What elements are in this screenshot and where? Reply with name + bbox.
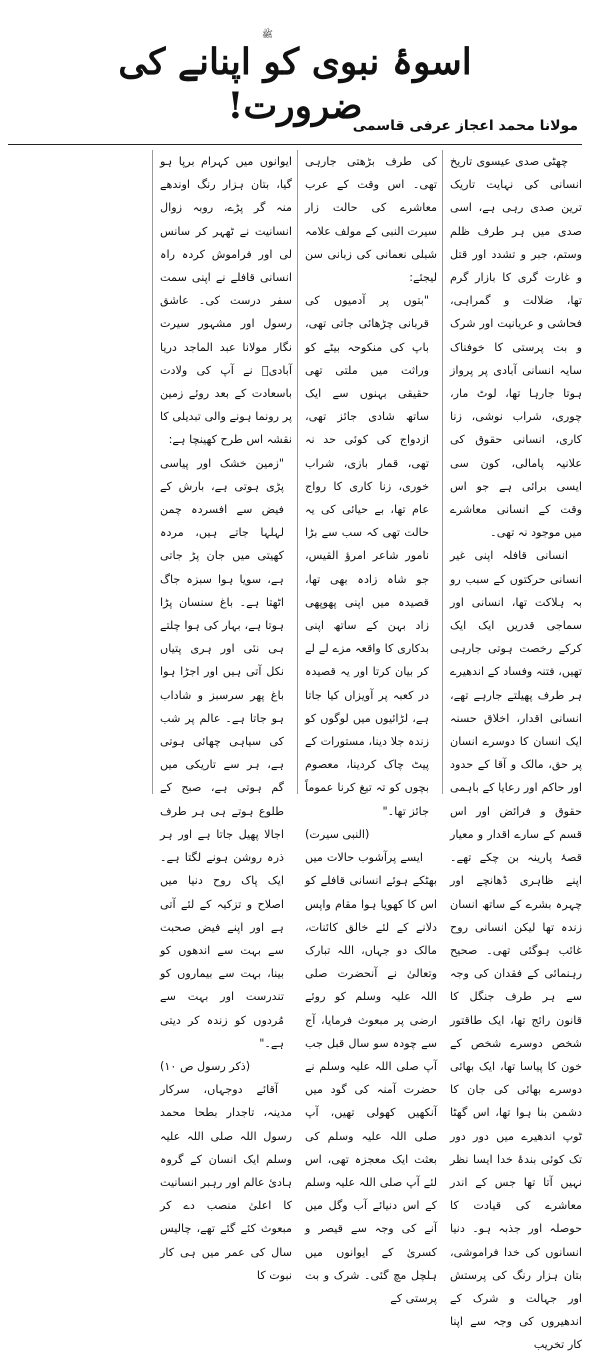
honorific-calligraphy: ﷺ bbox=[262, 30, 273, 40]
column-divider bbox=[442, 150, 443, 794]
column-4-blank bbox=[10, 150, 147, 794]
column-3-paragraph-2: آقائے دوجہاں، سرکار مدینہ، تاجدار بطحا محمد رسول اللہ صلی اللہ علیہ وسلم ایک انسان کے گروہ ہادیٔ عالم اور رہبر انسانیت کا اعلیٰ منصب دے کر مبعوث کئے گئے تھے، چالیس سال کی عمر میں ہی کار نبوت کا bbox=[160, 1083, 292, 1282]
column-3 bbox=[160, 150, 292, 1282]
column-2-paragraph-2: ایسے پرآشوب حالات میں بھٹکے ہوئے انسانی قافلے کو اس کا کھویا ہوا مقام واپس دلانے کے لئے خالق کائنات، مالک دو جہاں، اللہ تبارک وتعالیٰ نے آنحضرت صلی اللہ علیہ وسلم کو روئے ارضی پر مبعوث فرمایا، آج سے چودہ سو سال قبل جب آپ صلی اللہ علیہ وسلم نے حضرت آمنہ کی گود میں آنکھیں کھولی تھیں، آپ صلی اللہ علیہ وسلم کی بعثت ایک معجزہ تھی، اس لئے آپ صلی اللہ علیہ وسلم کے اس دنیائے آب وگل میں آنے کی وجہ سے قیصر و کسریٰ کے ایوانوں میں ہلچل مچ گئی۔ شرک و بت پرستی کے bbox=[305, 851, 437, 1305]
column-1-paragraph-1: چھٹی صدی عیسوی تاریخ انسانی کی نہایت تاریک ترین صدی رہی ہے، اسی صدی میں ہر طرف ظلم وستم، جبر و تشدد اور قتل و غارت گری کا بازار گرم تھا، ضلالت و گمراہی، فحاشی و عریانیت اور شرک و بت پرستی کا خوفناک سایہ انسانی آبادی پر پرواز ہوتا جارہا تھا، لوٹ مار، چوری، شراب نوشی، زنا کاری، انسانی حقوق کی علانیہ پامالی، کون سی ایسی برائی ہے جو اس وقت کے انسانی معاشرے میں موجود نہ تھی۔ bbox=[450, 155, 582, 540]
daryabadi-quote-citation: (ذکر رسول ص ۱۰) bbox=[160, 1059, 251, 1073]
article-columns bbox=[8, 150, 582, 1352]
column-divider bbox=[297, 150, 298, 794]
byline: مولانا محمد اعجاز عرفی قاسمی bbox=[352, 118, 578, 134]
shibli-quote: "بتوں پر آدمیوں کی قربانی چڑھائی جاتی تھی، باپ کی منکوحہ بیٹے کو وراثت میں ملتی تھی حقیقی بہنوں سے ایک ساتھ شادی جائز تھی، ازدواج کی کوئی حد نہ تھی، قمار بازی، شراب خوری، زنا کاری کا رواج عام تھا، بے حیائی کی یہ حالت تھی کہ سب سے بڑا نامور شاعر امرؤ القیس، جو شاہ زادہ بھی تھا، قصیدہ میں اپنی پھوپھی زاد بہن کے ساتھ اپنی بدکاری کا واقعہ مزے لے لے کر بیان کرتا اور یہ قصیدہ در کعبہ پر آویزاں کیا جاتا ہے، لڑائیوں میں لوگوں کو زندہ جلا دینا، مستورات کے پیٹ چاک کردینا، معصوم بچوں کو تہ تیغ کرنا عموماً جائز تھا۔" bbox=[305, 294, 429, 818]
column-3-paragraph-1: ایوانوں میں کہرام برپا ہو گیا، بتان ہزار رنگ اوندھے منہ گر پڑے، روبہ زوال انسانیت نے ٹھہر کر سانس لی اور فراموش کردہ راہ انسانی قافلے نے اپنی سمت سفر درست کی۔ عاشق رسول اور مشہور سیرت نگار مولانا عبد الماجد دریا آبادیؒ نے آپ کی ولادت باسعادت کے بعد روئے زمین پر رونما ہونے والی تبدیلی کا نقشہ اس طرح کھینچا ہے: bbox=[160, 155, 292, 447]
column-2-paragraph-1: کی طرف بڑھتی جارہی تھی۔ اس وقت کے عرب معاشرے کی حالت زار سیرت النبی کے مولف علامہ شبلی نعمانی کی زبانی سن لیجئے: bbox=[305, 155, 437, 285]
headline: اسوۂ نبوی کو اپنانے کی ضرورت! bbox=[118, 41, 472, 127]
column-2 bbox=[305, 150, 437, 1305]
column-1 bbox=[450, 150, 582, 1352]
shibli-quote-citation: (النبی سیرت) bbox=[305, 827, 370, 841]
column-1-paragraph-2: انسانی قافلہ اپنی غیر انسانی حرکتوں کے سبب رو بہ ہلاکت تھا، انسانی اور سماجی قدریں ایک ایک کرکے رخصت ہوتی جارہی تھیں، فتنہ وفساد کے اندھیرے ہر طرف پھیلتے جارہے تھے، انسانی اقدار، اخلاق حسنہ ایک انسان کا دوسرے انسان پر حق، مالک و آقا کے حدود اور حاکم اور رعایا کے باہمی حقوق و فرائض اور اس قسم کے سارے اقدار و معیار قصۂ پارینہ بن چکے تھے۔ اپنے ظاہری ڈھانچے اور چہرہ بشرے کے ساتھ انسان زندہ تھا لیکن انسانی روح غائب ہوگئی تھی۔ صحیح رہنمائی کے فقدان کی وجہ سے ہر طرف جنگل کا قانون رائج تھا، ایک طاقتور شخص دوسرے شخص کے خون کا پیاسا تھا، ایک بھائی دوسرے بھائی کی جان کا دشمن بنا ہوا تھا، اس گھٹا ٹوپ اندھیرے میں دور دور تک کوئی بندۂ خدا ایسا نظر نہیں آتا تھا جس کے اندر معاشرے کی قیادت کا حوصلہ اور جذبہ ہو۔ دنیا انسانوں کی خدا فراموشی، بتان ہزار رنگ کی پرستش اور جہالت و شرک کے اندھیروں کی وجہ سے اپنا کار تخریب bbox=[450, 549, 582, 1352]
header-divider bbox=[8, 144, 582, 145]
column-divider bbox=[152, 150, 153, 794]
daryabadi-quote: "زمین خشک اور پیاسی پڑی ہوتی ہے، بارش کے فیض سے افسردہ چمن لہلہا جاتے ہیں، مردہ کھیتی میں جان پڑ جاتی ہے، سویا ہوا سبزہ جاگ اٹھتا ہے۔ باغ سنسان پڑا ہوتا ہے، بہار کی ہوا چلتے ہی نئی اور ہری پتیاں نکل آتی ہیں اور اجڑا ہوا باغ پھر سرسبز و شاداب ہو جاتا ہے۔ عالم پر شب کی سیاہی چھائی ہوتی ہے، ہر سے تاریکی میں گم ہوتی ہے، صبح کے طلوع ہوتے ہی ہر طرف اجالا پھیل جاتا ہے اور ہر ذرہ روشن ہونے لگتا ہے۔ ایک پاک روح دنیا میں اصلاح و تزکیہ کے لئے آتی ہے اور اپنے فیض صحبت سے بہت سے اندھوں کو بینا، بہت سے بیماروں کو تندرست اور بہت سے مُردوں کو زندہ کر دیتی ہے۔" bbox=[160, 456, 284, 1050]
